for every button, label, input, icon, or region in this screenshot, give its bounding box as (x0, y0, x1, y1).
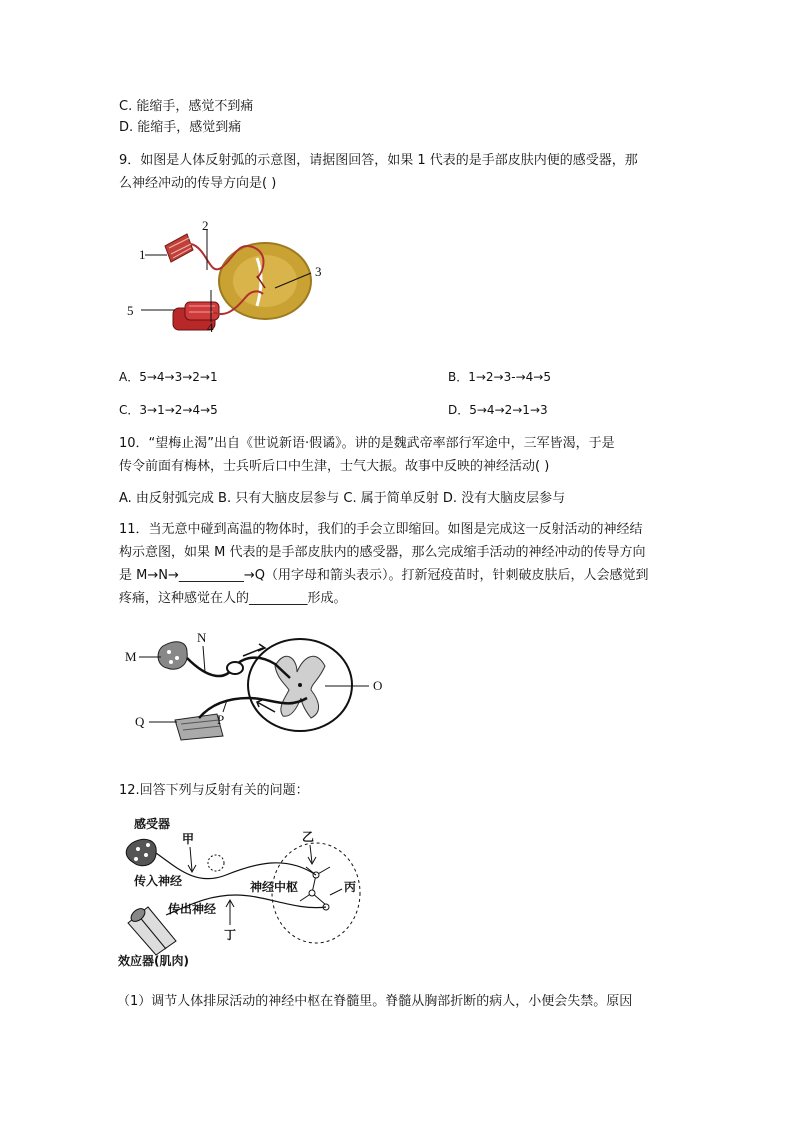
q9-label-1: 1 (139, 247, 146, 262)
q9-option-c: C．3→1→2→4→5 (119, 403, 218, 417)
q12-label-nerve-center: 神经中枢 (250, 880, 299, 894)
q8-option-c: C. 能缩手，感觉不到痛 (119, 99, 254, 114)
q9-option-d: D．5→4→2→1→3 (448, 403, 548, 417)
receptor-1 (165, 234, 193, 262)
q12-label-ding: 丁 (224, 928, 237, 942)
q11-stem-line4: 疼痛，这种感觉在人的_________形成。 (119, 591, 347, 606)
receptor-m (158, 642, 187, 669)
spinal-cord (248, 639, 352, 731)
q12-label-bing: 丙 (344, 880, 357, 894)
q9-label-2: 2 (202, 218, 209, 233)
receptor (126, 839, 156, 865)
q11-label-n: N (197, 630, 207, 645)
q10-stem-line1: 10．“望梅止渴”出自《世说新语·假谲》。讲的是魏武帝率部行军途中，三军皆渴，于是 (119, 436, 615, 451)
q11-label-q: Q (135, 714, 145, 729)
q8-option-d: D. 能缩手，感觉到痛 (119, 120, 242, 135)
q12-reflex-figure (116, 815, 366, 970)
q10-options: A. 由反射弧完成 B. 只有大脑皮层参与 C. 属于简单反射 D. 没有大脑皮层参与 (119, 491, 566, 506)
q12-label-afferent: 传入神经 (134, 874, 183, 888)
q11-label-o: O (373, 678, 383, 693)
q9-option-b: B．1→2→3-→4→5 (448, 370, 551, 384)
q9-reflex-arc-figure (125, 218, 335, 333)
q11-stem-line3: 是 M→N→__________→Q（用字母和箭头表示）。打新冠疫苗时，针刺破皮肤后，人会感觉到 (119, 568, 649, 583)
q12-label-effector: 效应器(肌肉) (118, 954, 189, 968)
q11-stem-line1: 11．当无意中碰到高温的物体时，我们的手会立即缩回。如图是完成这一反射活动的神经结 (119, 522, 643, 537)
q11-label-p: P (217, 712, 225, 727)
q12-stem: 12.回答下列与反射有关的问题： (119, 783, 309, 798)
q12-label-receptor: 感受器 (134, 817, 171, 831)
q12-sub1: （1）调节人体排尿活动的神经中枢在脊髓里。脊髓从胸部折断的病人，小便会失禁。原因 (117, 994, 633, 1009)
q9-stem-line2: 么神经冲动的传导方向是( ) (119, 176, 277, 191)
q12-label-efferent: 传出神经 (168, 902, 217, 916)
q9-option-a: A．5→4→3→2→1 (119, 370, 218, 384)
q9-label-4: 4 (207, 320, 214, 333)
q10-stem-line2: 传令前面有梅林，士兵听后口中生津，士气大振。故事中反映的神经活动( ) (119, 459, 550, 474)
q12-label-yi: 乙 (302, 830, 315, 844)
q9-stem-line1: 9．如图是人体反射弧的示意图，请据图回答，如果 1 代表的是手部皮肤内便的感受器，那 (119, 153, 638, 168)
q11-stem-line2: 构示意图，如果 M 代表的是手部皮肤内的感受器，那么完成缩手活动的神经冲动的传导方向 (119, 545, 646, 560)
q12-label-jia: 甲 (182, 832, 195, 846)
q11-label-m: M (125, 649, 137, 664)
q9-label-3: 3 (315, 264, 322, 279)
q11-reflex-figure (125, 628, 390, 746)
q9-label-5: 5 (127, 303, 134, 318)
